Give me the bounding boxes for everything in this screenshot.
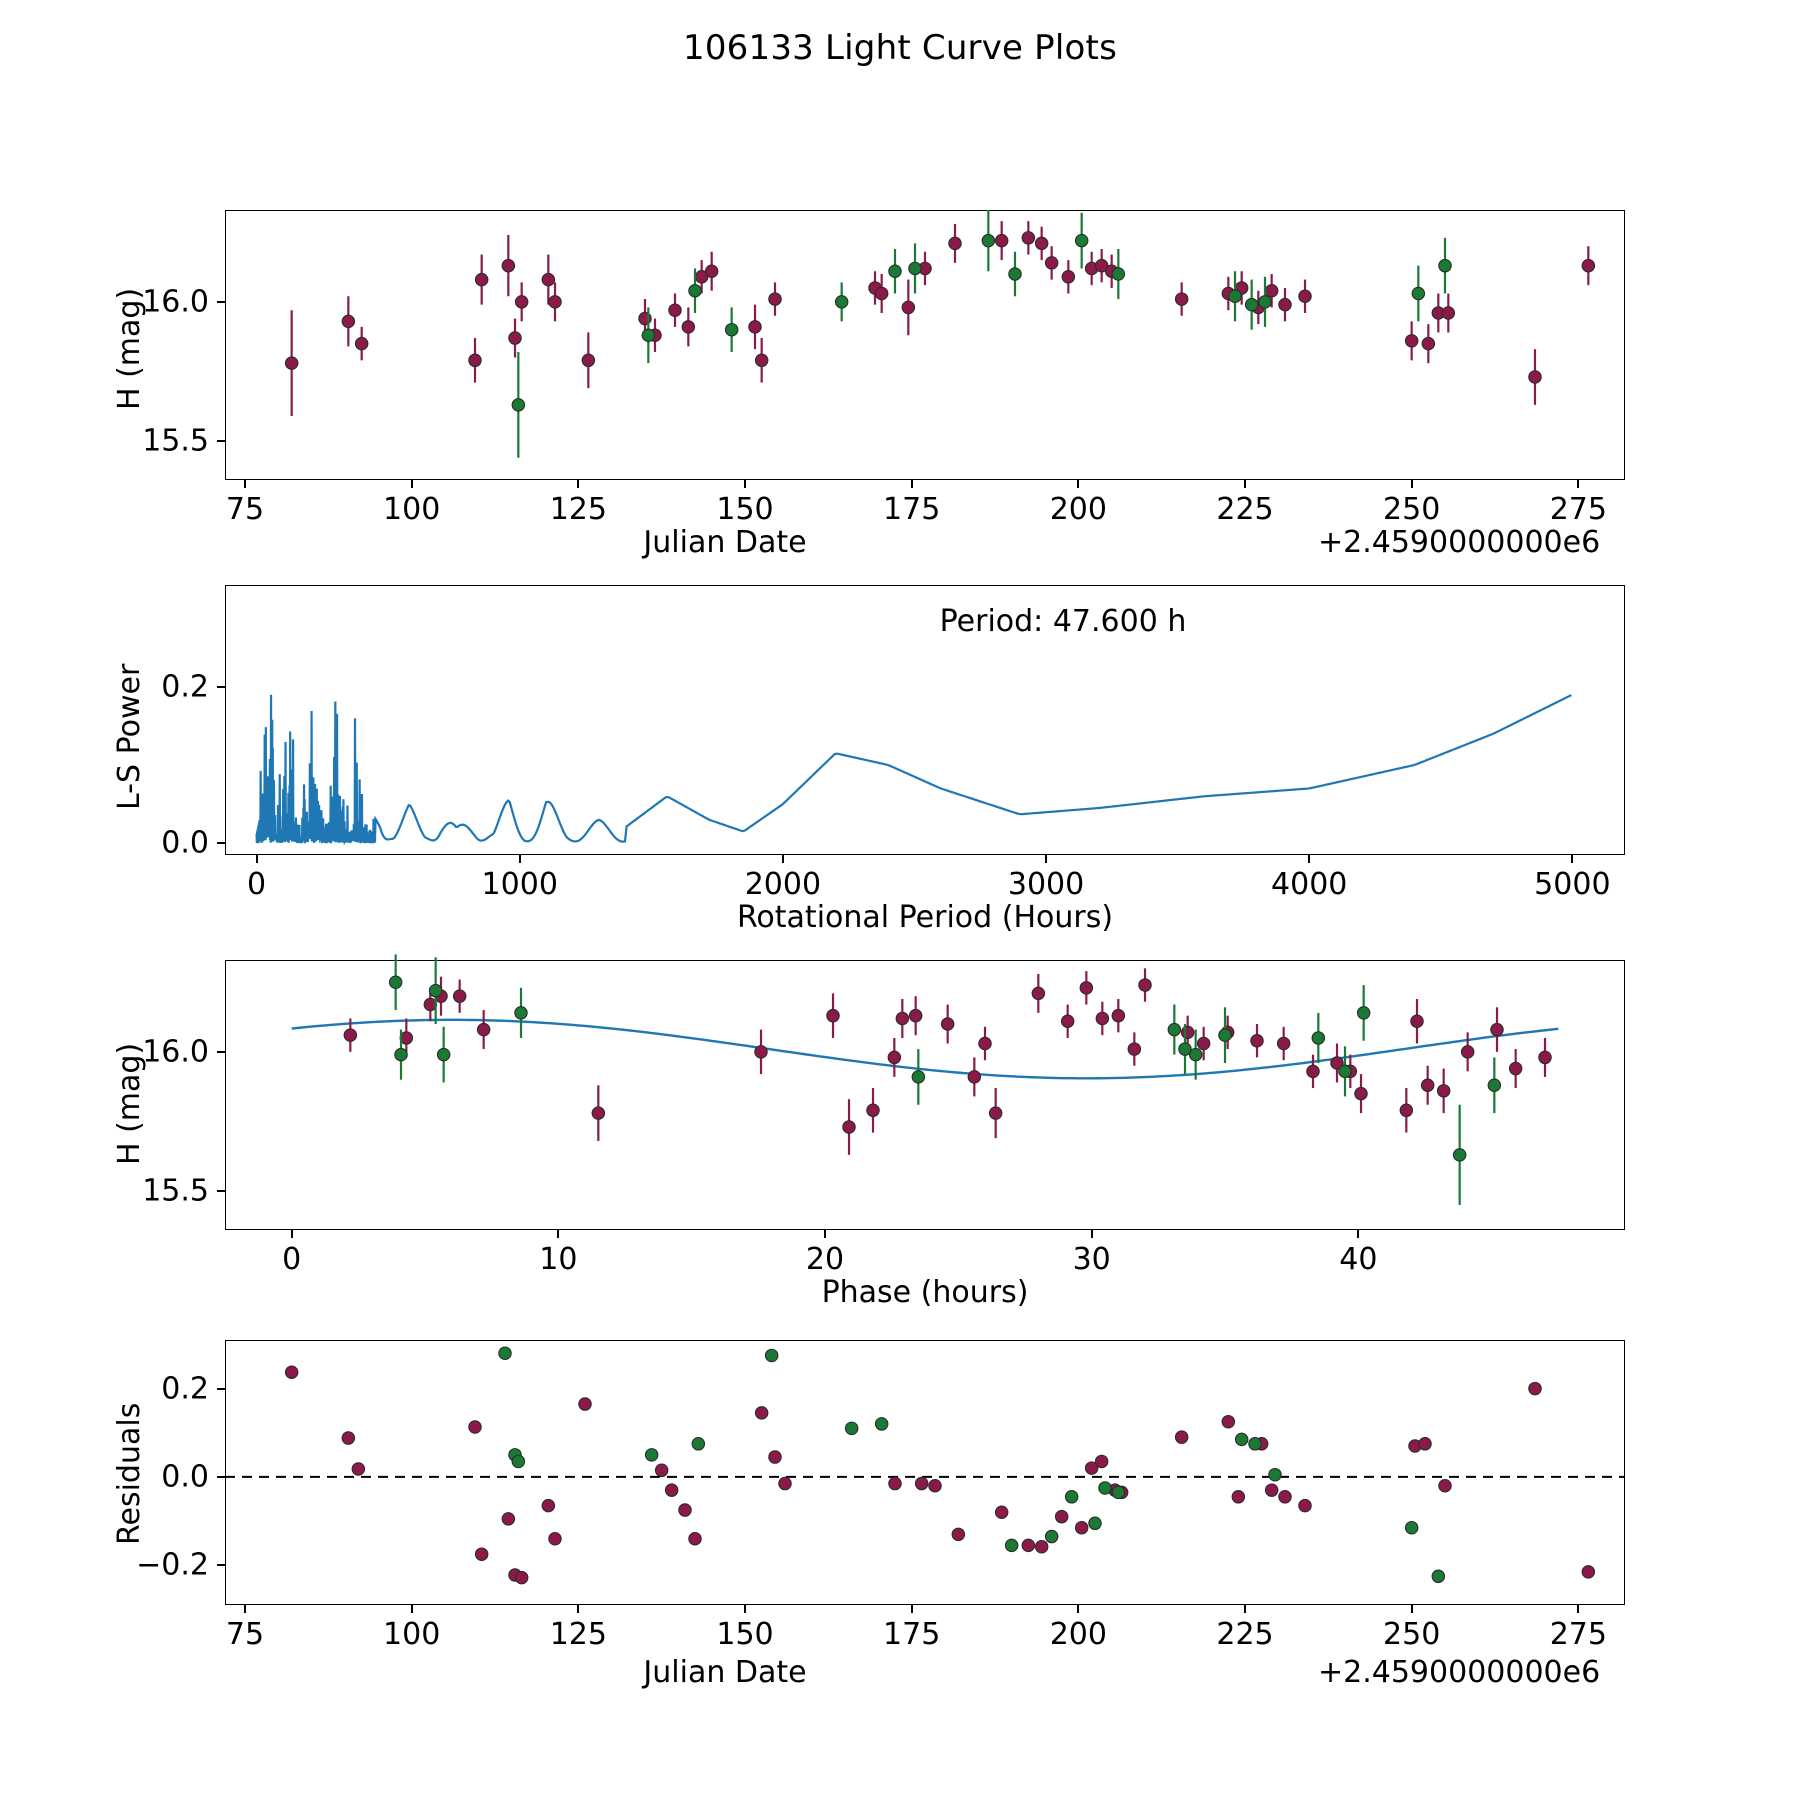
x-tick-mark xyxy=(1308,855,1310,863)
lightcurve-panel xyxy=(225,210,1625,480)
data-series-band-1 xyxy=(285,221,1594,416)
x-tick-label: 5000 xyxy=(1534,867,1611,902)
x-tick-mark xyxy=(744,1605,746,1613)
residuals-ylabel: Residuals xyxy=(112,1402,147,1545)
x-tick-label: 3000 xyxy=(1007,867,1085,902)
x-tick-mark xyxy=(911,480,913,488)
residuals-plot xyxy=(225,1340,1625,1605)
x-tick-mark xyxy=(1244,480,1246,488)
x-tick-mark xyxy=(782,855,784,863)
residuals-panel xyxy=(225,1340,1625,1605)
x-tick-mark xyxy=(519,855,521,863)
periodogram-xlabel: Rotational Period (Hours) xyxy=(736,900,1114,935)
x-tick-label: 250 xyxy=(1383,1617,1441,1652)
lightcurve-plot xyxy=(225,210,1625,480)
lightcurve-ylabel: H (mag) xyxy=(112,287,147,410)
x-tick-mark xyxy=(291,1230,293,1238)
x-tick-mark xyxy=(244,1605,246,1613)
x-tick-label: 250 xyxy=(1383,492,1441,527)
y-tick-label: −0.2 xyxy=(136,1547,209,1583)
y-tick-mark xyxy=(217,1476,225,1478)
periodogram-ylabel: L-S Power xyxy=(112,663,147,810)
x-tick-mark xyxy=(411,1605,413,1613)
x-tick-label: 10 xyxy=(539,1242,578,1277)
x-tick-label: 175 xyxy=(883,492,941,527)
x-tick-label: 150 xyxy=(716,1617,774,1652)
y-tick-label: 0.2 xyxy=(161,669,209,705)
x-tick-label: 225 xyxy=(1216,492,1274,527)
y-tick-mark xyxy=(217,1051,225,1053)
residual-series-band-1 xyxy=(285,1366,1594,1584)
x-tick-label: 275 xyxy=(1549,1617,1607,1652)
data-series-band-1 xyxy=(344,968,1551,1154)
x-tick-mark xyxy=(1411,1605,1413,1613)
x-tick-mark xyxy=(256,855,258,863)
lightcurve-xlabel: Julian Date xyxy=(643,525,807,560)
periodogram-panel xyxy=(225,585,1625,855)
periodogram-line xyxy=(257,695,1572,844)
x-tick-label: 125 xyxy=(549,1617,607,1652)
x-tick-mark xyxy=(1411,480,1413,488)
periodogram-plot xyxy=(225,585,1625,855)
x-tick-label: 30 xyxy=(1072,1242,1111,1277)
x-tick-mark xyxy=(577,1605,579,1613)
data-series-band-2 xyxy=(512,210,1451,458)
x-tick-mark xyxy=(557,1230,559,1238)
x-tick-label: 0 xyxy=(247,867,267,902)
x-tick-label: 200 xyxy=(1049,1617,1107,1652)
x-tick-label: 125 xyxy=(549,492,607,527)
x-tick-label: 75 xyxy=(225,492,265,527)
residual-series-band-2 xyxy=(499,1347,1445,1582)
y-tick-mark xyxy=(217,1564,225,1566)
x-tick-mark xyxy=(744,480,746,488)
period-annotation: Period: 47.600 h xyxy=(939,604,1187,639)
x-tick-mark xyxy=(1077,1605,1079,1613)
x-tick-mark xyxy=(1244,1605,1246,1613)
phase-folded-panel xyxy=(225,960,1625,1230)
x-tick-label: 175 xyxy=(883,1617,941,1652)
x-tick-mark xyxy=(1091,1230,1093,1238)
y-tick-mark xyxy=(217,686,225,688)
y-tick-mark xyxy=(217,1388,225,1390)
x-tick-mark xyxy=(1045,855,1047,863)
x-tick-label: 0 xyxy=(282,1242,302,1277)
y-tick-label: 16.0 xyxy=(142,284,209,320)
residuals-xlabel: Julian Date xyxy=(643,1655,807,1690)
x-tick-label: 1000 xyxy=(481,867,558,902)
x-tick-mark xyxy=(1077,480,1079,488)
figure-title: 106133 Light Curve Plots xyxy=(683,28,1117,68)
x-tick-label: 4000 xyxy=(1271,867,1348,902)
x-tick-label: 20 xyxy=(805,1242,845,1277)
x-tick-mark xyxy=(824,1230,826,1238)
y-tick-label: 0.0 xyxy=(161,825,209,861)
phase-xlabel: Phase (hours) xyxy=(821,1275,1029,1310)
x-tick-mark xyxy=(1577,480,1579,488)
phase-folded-plot xyxy=(225,960,1625,1230)
y-tick-label: 15.5 xyxy=(142,1173,209,1209)
x-tick-mark xyxy=(577,480,579,488)
data-series-band-2 xyxy=(389,954,1500,1205)
residuals-x-offset: +2.4590000000e6 xyxy=(1318,1655,1601,1690)
y-tick-label: 15.5 xyxy=(142,423,209,459)
x-tick-mark xyxy=(1577,1605,1579,1613)
x-tick-label: 75 xyxy=(225,1617,265,1652)
lightcurve-x-offset: +2.4590000000e6 xyxy=(1318,525,1601,560)
x-tick-mark xyxy=(244,480,246,488)
y-tick-label: 16.0 xyxy=(142,1034,209,1070)
x-tick-label: 150 xyxy=(716,492,774,527)
y-tick-label: 0.0 xyxy=(161,1459,209,1495)
x-tick-label: 225 xyxy=(1216,1617,1274,1652)
x-tick-mark xyxy=(911,1605,913,1613)
y-tick-mark xyxy=(217,301,225,303)
y-tick-label: 0.2 xyxy=(161,1371,209,1407)
x-tick-mark xyxy=(411,480,413,488)
x-tick-mark xyxy=(1571,855,1573,863)
y-tick-mark xyxy=(217,1190,225,1192)
phase-ylabel: H (mag) xyxy=(112,1042,147,1165)
x-tick-mark xyxy=(1357,1230,1359,1238)
x-tick-label: 100 xyxy=(383,492,441,527)
x-tick-label: 100 xyxy=(383,1617,441,1652)
y-tick-mark xyxy=(217,440,225,442)
x-tick-label: 2000 xyxy=(744,867,822,902)
x-tick-label: 40 xyxy=(1339,1242,1378,1277)
x-tick-label: 275 xyxy=(1549,492,1607,527)
y-tick-mark xyxy=(217,842,225,844)
x-tick-label: 200 xyxy=(1049,492,1107,527)
